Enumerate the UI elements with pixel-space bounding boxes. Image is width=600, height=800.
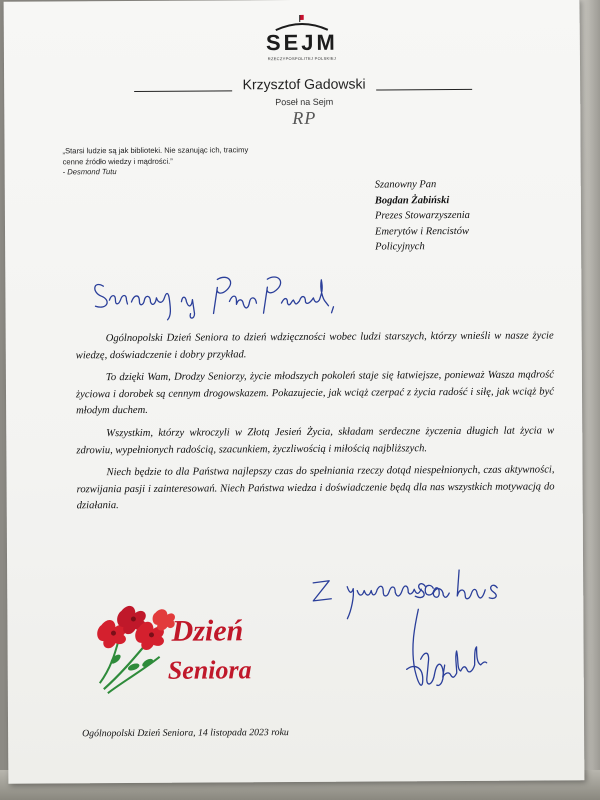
logo-word: SEJM: [265, 29, 338, 56]
sender-role-suffix: RP: [292, 107, 317, 129]
emblem-line2: Seniora: [167, 655, 252, 685]
addressee-title-line: Emerytów i Rencistów: [374, 225, 469, 238]
sender-role: Poseł na Sejm: [275, 96, 334, 108]
emblem-line1: Dzień: [171, 614, 244, 648]
addressee-greeting: Szanowny Pan: [374, 179, 437, 191]
addressee-block: [375, 176, 575, 255]
handwritten-salutation: [89, 265, 349, 327]
letter-footer: Ogólnopolski Dzień Seniora, 14 listopada 2023 roku: [82, 727, 289, 740]
addressee-name: Bogdan Żabiński: [374, 194, 450, 207]
dzien-seniora-emblem: [89, 596, 290, 697]
body-paragraph: Niech będzie to dla Państwa najlepszy czas do spełniania rzeczy dotąd niespełnionych, czas aktywności, rozwijania pasji i zainteresowań. Niech Państwa wiedza i doświadczenie będą dla nas wszystkich motywacją do działania.: [76, 464, 555, 512]
logo-subtitle: RZECZYPOSPOLITEJ POLSKIEJ: [267, 55, 337, 62]
body-paragraph: Ogólnopolski Dzień Seniora to dzień wdzięczności wobec ludzi starszych, którzy wnieśli w nasze życie wiedzę, doświadczenie i dobry przykład.: [75, 330, 554, 361]
sejm-logo: [262, 14, 342, 64]
sender-name: Krzysztof Gadowski: [242, 75, 366, 93]
addressee-title-line: Prezes Stowarzyszenia: [374, 209, 470, 222]
quote-author: - Desmond Tutu: [62, 167, 117, 177]
quote-block: [63, 145, 253, 178]
body-paragraph: To dzięki Wam, Drodzy Seniorzy, życie młodszych pokoleń staje się łatwiejsze, ponieważ Wasza mądrość życiowa i dorobek są cennym drogowskazem. Pokazujecie, jak wciąż czerpać z życia radość i siłę, jak wciąż być młodym duchem.: [75, 369, 555, 417]
body-paragraph: Wszystkim, którzy wkroczyli w Złotą Jesień Życia, składam serdeczne życzenia długich lat życia w zdrowiu, wypełnionych radością, szacunkiem, życzliwością i miłością najbliższych.: [76, 425, 555, 456]
letter-sheet: [4, 0, 585, 784]
handwritten-signature: [392, 607, 503, 698]
quote-text: „Starsi ludzie są jak biblioteki. Nie szanując ich, tracimy cenne źródło wiedzy i mądrości.”: [62, 145, 249, 166]
addressee-title-line: Policyjnych: [375, 241, 425, 253]
flower-bouquet-icon: [97, 606, 175, 694]
letter-body: [76, 328, 555, 521]
